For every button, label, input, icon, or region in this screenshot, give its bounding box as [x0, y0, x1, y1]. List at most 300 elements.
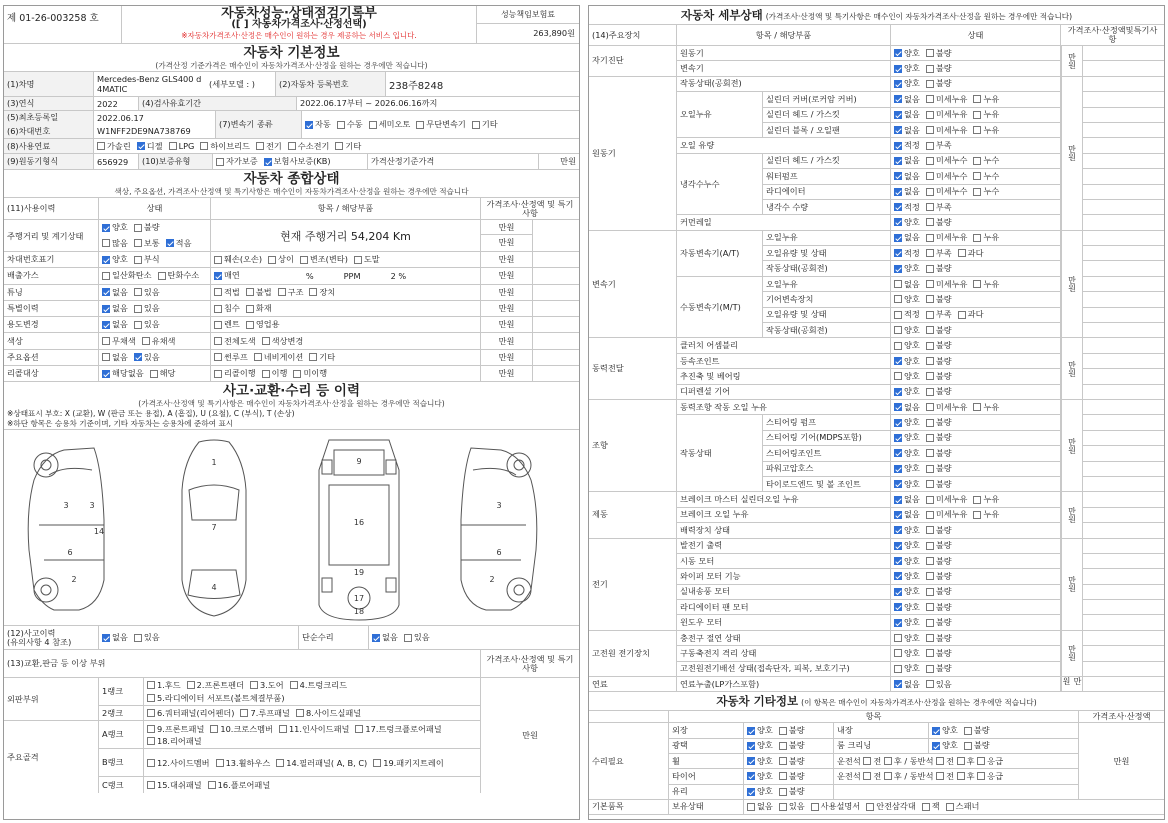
checkbox[interactable]	[240, 709, 248, 717]
checkbox[interactable]	[147, 759, 155, 767]
checkbox[interactable]	[926, 511, 934, 519]
option-item[interactable]	[169, 141, 195, 151]
checkbox[interactable]	[102, 256, 110, 264]
option-item[interactable]	[254, 352, 304, 363]
option-item[interactable]	[779, 740, 805, 751]
checkbox[interactable]	[779, 742, 787, 750]
checkbox[interactable]	[926, 172, 934, 180]
option-item[interactable]	[416, 119, 466, 130]
option-item[interactable]	[926, 586, 952, 597]
checkbox[interactable]	[926, 342, 934, 350]
option-item[interactable]	[958, 309, 984, 320]
option-item[interactable]	[926, 63, 952, 74]
checkbox[interactable]	[404, 634, 412, 642]
option-item[interactable]	[288, 141, 330, 152]
option-item[interactable]	[894, 248, 920, 259]
checkbox[interactable]	[747, 742, 755, 750]
option-item[interactable]	[214, 303, 240, 314]
option-item[interactable]	[894, 463, 920, 474]
option-item[interactable]	[894, 633, 920, 644]
option-item[interactable]	[147, 692, 285, 704]
checkbox[interactable]	[958, 249, 966, 257]
option-item[interactable]	[296, 708, 361, 719]
checkbox[interactable]	[926, 619, 934, 627]
option-item[interactable]	[246, 287, 272, 298]
option-item[interactable]	[958, 248, 984, 259]
checkbox[interactable]	[288, 142, 296, 150]
checkbox[interactable]	[147, 781, 155, 789]
checkbox[interactable]	[102, 224, 110, 232]
checkbox[interactable]	[102, 337, 110, 345]
checkbox[interactable]	[926, 603, 934, 611]
checkbox[interactable]	[926, 480, 934, 488]
option-item[interactable]	[926, 171, 968, 182]
option-item[interactable]	[926, 402, 968, 413]
checkbox[interactable]	[926, 234, 934, 242]
checkbox[interactable]	[134, 305, 142, 313]
option-item[interactable]	[973, 509, 999, 520]
checkbox[interactable]	[926, 542, 934, 550]
option-item[interactable]	[278, 287, 304, 298]
checkbox[interactable]	[894, 542, 902, 550]
option-item[interactable]	[926, 494, 968, 505]
checkbox[interactable]	[147, 725, 155, 733]
checkbox[interactable]	[866, 803, 874, 811]
checkbox[interactable]	[926, 680, 934, 688]
checkbox[interactable]	[372, 634, 380, 642]
option-item[interactable]	[926, 340, 952, 351]
option-item[interactable]	[300, 254, 348, 265]
checkbox[interactable]	[894, 403, 902, 411]
option-item[interactable]	[335, 141, 361, 152]
checkbox[interactable]	[926, 526, 934, 534]
option-item[interactable]	[102, 319, 128, 330]
option-item[interactable]	[894, 186, 920, 197]
option-item[interactable]	[894, 556, 920, 567]
checkbox[interactable]	[250, 681, 258, 689]
option-item[interactable]	[926, 109, 968, 120]
checkbox[interactable]	[926, 80, 934, 88]
option-item[interactable]	[926, 386, 952, 397]
checkbox[interactable]	[416, 121, 424, 129]
option-item[interactable]	[779, 771, 805, 782]
option-item[interactable]	[210, 723, 273, 735]
checkbox[interactable]	[894, 449, 902, 457]
checkbox[interactable]	[894, 188, 902, 196]
option-item[interactable]	[926, 217, 952, 228]
option-item[interactable]	[102, 336, 136, 347]
option-item[interactable]	[147, 723, 204, 735]
option-item[interactable]	[973, 155, 999, 166]
checkbox[interactable]	[147, 694, 155, 702]
checkbox[interactable]	[811, 803, 819, 811]
option-item[interactable]	[926, 309, 952, 320]
checkbox[interactable]	[894, 280, 902, 288]
checkbox[interactable]	[894, 372, 902, 380]
option-item[interactable]	[147, 757, 210, 769]
option-item[interactable]	[293, 368, 327, 379]
option-item[interactable]	[747, 740, 773, 751]
checkbox[interactable]	[137, 142, 145, 150]
checkbox[interactable]	[894, 295, 902, 303]
option-item[interactable]	[926, 479, 952, 490]
option-item[interactable]	[166, 238, 192, 249]
checkbox[interactable]	[246, 321, 254, 329]
option-item[interactable]	[372, 632, 398, 643]
option-item[interactable]	[894, 432, 920, 443]
checkbox[interactable]	[973, 280, 981, 288]
checkbox[interactable]	[894, 496, 902, 504]
option-item[interactable]	[926, 202, 952, 213]
option-item[interactable]	[747, 801, 773, 812]
checkbox[interactable]	[214, 288, 222, 296]
checkbox[interactable]	[747, 757, 755, 765]
checkbox[interactable]	[894, 203, 902, 211]
checkbox[interactable]	[335, 142, 343, 150]
option-item[interactable]	[102, 632, 128, 643]
option-item[interactable]	[747, 786, 773, 797]
checkbox[interactable]	[973, 172, 981, 180]
checkbox[interactable]	[293, 370, 301, 378]
checkbox[interactable]	[210, 725, 218, 733]
option-item[interactable]	[894, 356, 920, 367]
option-item[interactable]	[964, 740, 990, 751]
checkbox[interactable]	[973, 511, 981, 519]
checkbox[interactable]	[246, 305, 254, 313]
checkbox[interactable]	[102, 321, 110, 329]
option-item[interactable]	[932, 740, 958, 751]
option-item[interactable]	[337, 119, 363, 130]
checkbox[interactable]	[276, 759, 284, 767]
option-item[interactable]	[240, 708, 289, 719]
option-item[interactable]	[208, 780, 271, 791]
checkbox[interactable]	[926, 449, 934, 457]
checkbox[interactable]	[102, 272, 110, 280]
checkbox[interactable]	[926, 218, 934, 226]
option-item[interactable]	[973, 402, 999, 413]
option-item[interactable]	[147, 780, 202, 791]
checkbox[interactable]	[134, 353, 142, 361]
checkbox[interactable]	[200, 142, 208, 150]
checkbox[interactable]	[97, 142, 105, 150]
option-item[interactable]	[894, 63, 920, 74]
checkbox[interactable]	[894, 65, 902, 73]
checkbox[interactable]	[926, 326, 934, 334]
checkbox[interactable]	[102, 288, 110, 296]
checkbox[interactable]	[894, 342, 902, 350]
option-item[interactable]	[926, 679, 952, 690]
checkbox[interactable]	[214, 305, 222, 313]
checkbox[interactable]	[309, 288, 317, 296]
option-item[interactable]	[973, 232, 999, 243]
option-item[interactable]	[894, 155, 920, 166]
option-item[interactable]	[926, 325, 952, 336]
option-item[interactable]	[926, 663, 952, 674]
option-item[interactable]	[894, 279, 920, 290]
checkbox[interactable]	[216, 759, 224, 767]
option-item[interactable]	[747, 771, 773, 782]
option-item[interactable]	[926, 633, 952, 644]
option-item[interactable]	[926, 155, 968, 166]
checkbox[interactable]	[305, 121, 313, 129]
option-item[interactable]	[264, 156, 331, 167]
checkbox[interactable]	[926, 465, 934, 473]
option-item[interactable]	[894, 402, 920, 413]
option-item[interactable]	[894, 48, 920, 59]
option-item[interactable]	[894, 479, 920, 490]
option-item[interactable]	[214, 319, 240, 330]
option-item[interactable]	[926, 417, 952, 428]
option-item[interactable]	[102, 368, 144, 379]
checkbox[interactable]	[214, 272, 222, 280]
option-item[interactable]	[747, 725, 773, 736]
checkbox[interactable]	[309, 353, 317, 361]
checkbox[interactable]	[932, 742, 940, 750]
option-item[interactable]	[811, 801, 861, 812]
option-item[interactable]	[894, 602, 920, 613]
checkbox[interactable]	[147, 709, 155, 717]
option-item[interactable]	[134, 238, 160, 249]
option-item[interactable]	[404, 632, 430, 643]
checkbox[interactable]	[894, 326, 902, 334]
checkbox[interactable]	[268, 256, 276, 264]
checkbox[interactable]	[922, 803, 930, 811]
checkbox[interactable]	[264, 158, 272, 166]
option-item[interactable]	[973, 186, 999, 197]
option-item[interactable]	[214, 287, 240, 298]
option-item[interactable]	[142, 336, 176, 347]
checkbox[interactable]	[747, 803, 755, 811]
checkbox[interactable]	[369, 121, 377, 129]
checkbox[interactable]	[262, 337, 270, 345]
option-item[interactable]	[187, 679, 244, 691]
checkbox[interactable]	[279, 725, 287, 733]
option-item[interactable]	[147, 708, 234, 719]
checkbox[interactable]	[262, 370, 270, 378]
option-item[interactable]	[779, 725, 805, 736]
option-item[interactable]	[158, 270, 200, 281]
option-item[interactable]	[894, 232, 920, 243]
checkbox[interactable]	[964, 742, 972, 750]
option-item[interactable]	[150, 368, 176, 379]
option-item[interactable]	[894, 94, 920, 105]
option-item[interactable]	[926, 140, 952, 151]
option-item[interactable]	[747, 756, 773, 767]
checkbox[interactable]	[779, 772, 787, 780]
checkbox[interactable]	[894, 680, 902, 688]
option-item[interactable]	[779, 756, 805, 767]
checkbox[interactable]	[973, 234, 981, 242]
checkbox[interactable]	[147, 737, 155, 745]
checkbox[interactable]	[964, 727, 972, 735]
checkbox[interactable]	[894, 157, 902, 165]
option-item[interactable]	[134, 632, 160, 643]
checkbox[interactable]	[926, 372, 934, 380]
checkbox[interactable]	[926, 496, 934, 504]
checkbox[interactable]	[134, 288, 142, 296]
checkbox[interactable]	[973, 496, 981, 504]
option-item[interactable]	[926, 463, 952, 474]
checkbox[interactable]	[246, 288, 254, 296]
checkbox[interactable]	[102, 370, 110, 378]
checkbox[interactable]	[926, 111, 934, 119]
checkbox[interactable]	[973, 111, 981, 119]
checkbox[interactable]	[208, 781, 216, 789]
checkbox[interactable]	[134, 321, 142, 329]
checkbox[interactable]	[894, 126, 902, 134]
option-item[interactable]	[369, 119, 411, 130]
option-item[interactable]	[926, 279, 968, 290]
option-item[interactable]	[926, 356, 952, 367]
option-item[interactable]	[256, 141, 282, 152]
option-item[interactable]	[779, 801, 805, 812]
option-item[interactable]	[268, 254, 294, 265]
option-item[interactable]	[894, 325, 920, 336]
option-item[interactable]	[894, 540, 920, 551]
option-item[interactable]	[147, 735, 202, 747]
checkbox[interactable]	[894, 649, 902, 657]
checkbox[interactable]	[973, 95, 981, 103]
checkbox[interactable]	[472, 121, 480, 129]
option-item[interactable]	[134, 352, 160, 363]
option-item[interactable]	[309, 352, 335, 363]
checkbox[interactable]	[102, 305, 110, 313]
checkbox[interactable]	[926, 434, 934, 442]
option-item[interactable]	[973, 171, 999, 182]
option-item[interactable]	[250, 679, 284, 691]
option-item[interactable]	[973, 125, 999, 136]
option-item[interactable]	[246, 319, 280, 330]
checkbox[interactable]	[894, 480, 902, 488]
checkbox[interactable]	[134, 634, 142, 642]
option-item[interactable]	[894, 309, 920, 320]
checkbox[interactable]	[894, 557, 902, 565]
option-item[interactable]	[926, 125, 968, 136]
option-item[interactable]	[214, 368, 256, 379]
option-item[interactable]	[894, 679, 920, 690]
checkbox[interactable]	[142, 337, 150, 345]
option-item[interactable]	[894, 494, 920, 505]
option-item[interactable]	[134, 287, 160, 298]
option-item[interactable]	[137, 141, 163, 152]
option-item[interactable]	[894, 617, 920, 628]
option-item[interactable]	[894, 509, 920, 520]
checkbox[interactable]	[926, 665, 934, 673]
checkbox[interactable]	[894, 603, 902, 611]
option-item[interactable]	[214, 352, 248, 363]
checkbox[interactable]	[894, 388, 902, 396]
checkbox[interactable]	[973, 126, 981, 134]
checkbox[interactable]	[214, 256, 222, 264]
option-item[interactable]	[246, 303, 272, 314]
checkbox[interactable]	[894, 80, 902, 88]
checkbox[interactable]	[214, 353, 222, 361]
checkbox[interactable]	[373, 759, 381, 767]
checkbox[interactable]	[779, 803, 787, 811]
checkbox[interactable]	[926, 295, 934, 303]
checkbox[interactable]	[169, 142, 177, 150]
option-item[interactable]	[926, 448, 952, 459]
checkbox[interactable]	[150, 370, 158, 378]
option-item[interactable]	[354, 254, 380, 265]
option-item[interactable]	[472, 119, 498, 130]
checkbox[interactable]	[946, 803, 954, 811]
option-item[interactable]	[134, 319, 160, 330]
option-item[interactable]	[926, 48, 952, 59]
checkbox[interactable]	[926, 188, 934, 196]
checkbox[interactable]	[779, 727, 787, 735]
checkbox[interactable]	[894, 434, 902, 442]
option-item[interactable]	[926, 525, 952, 536]
option-item[interactable]	[926, 617, 952, 628]
option-item[interactable]	[894, 109, 920, 120]
checkbox[interactable]	[894, 95, 902, 103]
option-item[interactable]	[214, 254, 262, 265]
checkbox[interactable]	[926, 649, 934, 657]
checkbox[interactable]	[926, 634, 934, 642]
option-item[interactable]	[926, 571, 952, 582]
checkbox[interactable]	[894, 465, 902, 473]
option-item[interactable]	[894, 386, 920, 397]
option-item[interactable]	[290, 679, 347, 691]
option-item[interactable]	[926, 78, 952, 89]
checkbox[interactable]	[926, 388, 934, 396]
checkbox[interactable]	[214, 321, 222, 329]
option-item[interactable]	[926, 263, 952, 274]
checkbox[interactable]	[102, 239, 110, 247]
checkbox[interactable]	[926, 65, 934, 73]
option-item[interactable]	[102, 254, 128, 265]
option-item[interactable]	[894, 525, 920, 536]
option-item[interactable]	[926, 556, 952, 567]
option-item[interactable]	[894, 217, 920, 228]
option-item[interactable]	[894, 125, 920, 136]
option-item[interactable]	[894, 140, 920, 151]
option-item[interactable]	[102, 303, 128, 314]
checkbox[interactable]	[894, 572, 902, 580]
option-item[interactable]	[894, 448, 920, 459]
option-item[interactable]	[134, 303, 160, 314]
checkbox[interactable]	[747, 772, 755, 780]
checkbox[interactable]	[894, 619, 902, 627]
option-item[interactable]	[973, 279, 999, 290]
option-item[interactable]	[373, 757, 443, 769]
checkbox[interactable]	[894, 172, 902, 180]
option-item[interactable]	[216, 757, 271, 769]
checkbox[interactable]	[926, 419, 934, 427]
option-item[interactable]	[926, 602, 952, 613]
option-item[interactable]	[894, 371, 920, 382]
option-item[interactable]	[102, 222, 128, 233]
option-item[interactable]	[102, 287, 128, 298]
checkbox[interactable]	[354, 256, 362, 264]
checkbox[interactable]	[355, 725, 363, 733]
checkbox[interactable]	[926, 249, 934, 257]
option-item[interactable]	[216, 156, 258, 167]
checkbox[interactable]	[894, 311, 902, 319]
checkbox[interactable]	[894, 634, 902, 642]
option-item[interactable]	[894, 571, 920, 582]
option-item[interactable]	[214, 270, 240, 281]
option-item[interactable]	[926, 248, 952, 259]
option-item[interactable]	[309, 287, 335, 298]
checkbox[interactable]	[216, 158, 224, 166]
checkbox[interactable]	[926, 311, 934, 319]
checkbox[interactable]	[894, 234, 902, 242]
option-item[interactable]	[102, 238, 128, 249]
checkbox[interactable]	[102, 634, 110, 642]
checkbox[interactable]	[973, 188, 981, 196]
